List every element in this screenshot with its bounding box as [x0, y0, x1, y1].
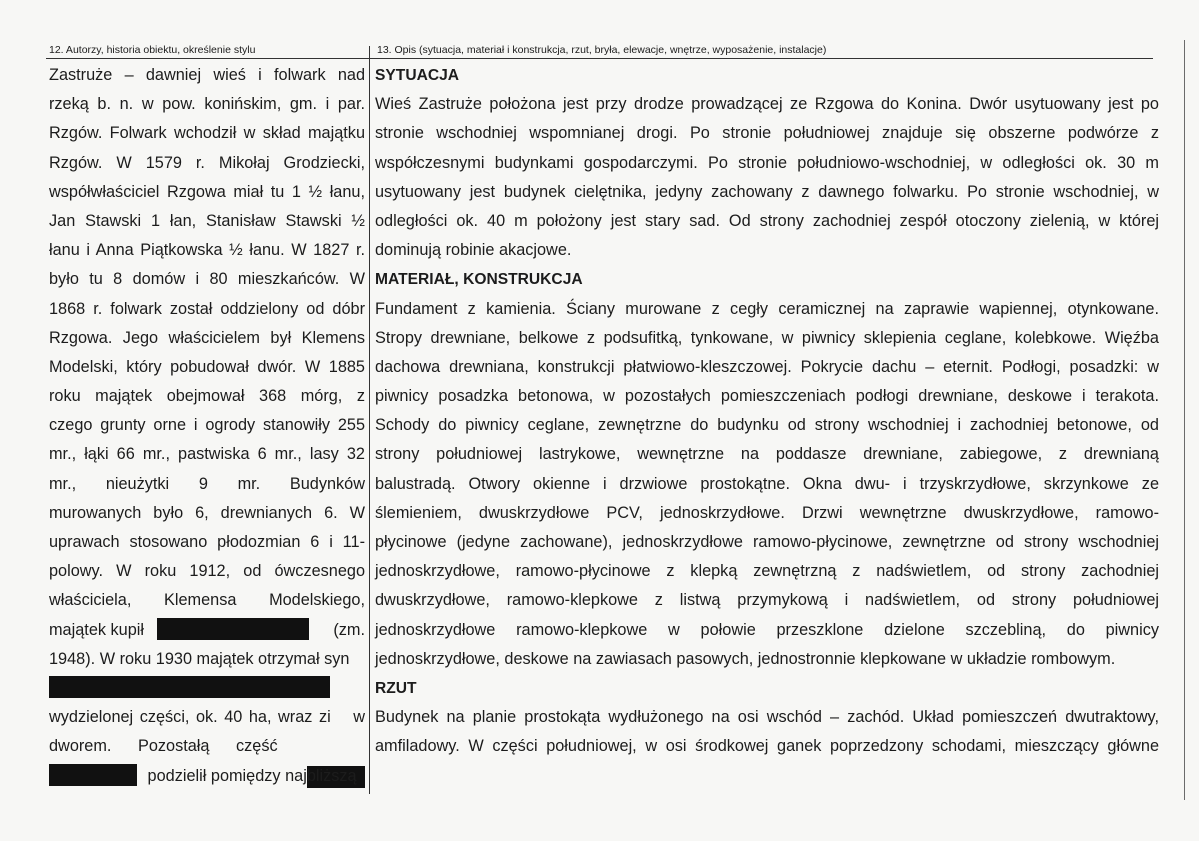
history-line: wydzielonej części, ok. 40 ha, wraz z: [49, 708, 328, 727]
history-line: łanu i Anna Piątkowska ½ łanu. W 1827 r.: [49, 241, 365, 260]
column-divider: [369, 46, 370, 794]
history-line-redacted: [49, 762, 365, 791]
description-line: płycinowe (jedyne zachowane), jednoskrzydłowe ramowo-płycinowe, zewnętrzne od strony wschodniej: [375, 533, 1159, 551]
description-line: balustradą. Otwory okienne i drzwiowe prostokątne. Okna dwu- i trzyskrzydłowe, skrzynkowe ze: [375, 474, 1159, 493]
history-line: było tu 8 domów i 80 mieszkańców. W: [49, 270, 365, 289]
history-line: rzeką b. n. w pow. konińskim, gm. i par.: [49, 95, 365, 114]
page-edge: [1184, 40, 1185, 800]
history-line: 1948). W roku 1930 majątek otrzymał syn: [49, 649, 350, 668]
history-line: uprawach stosowano płodozmian 6 i 11-: [49, 533, 365, 551]
history-text: (zm.: [333, 620, 365, 639]
history-text: dworem. Pozostałą część: [49, 737, 278, 756]
description-line: amfiladowy. W części południowej, w osi środkowej ganek poprzedzony schodami, mieszczący główne: [375, 737, 1159, 756]
history-line: Rzgów. W 1579 r. Mikołaj Grodziecki,: [49, 153, 365, 172]
section-heading-material: MATERIAŁ, KONSTRUKCJA: [375, 271, 583, 289]
section-heading-rzut: RZUT: [375, 679, 417, 697]
history-text: majątek kupił: [49, 620, 145, 639]
description-line: ślemieniem, dwuskrzydłowe PCV, jednoskrzydłowe. Drzwi wewnętrzne dwuskrzydłowe, ramowo-: [375, 503, 1159, 522]
description-line: jednoskrzydłowe, ramowo-płycinowe z klepką zewnętrzną z nadświetlem, od strony zachodniej: [375, 562, 1159, 581]
history-line: murowanych było 6, drewnianych 6. W: [49, 503, 365, 522]
redaction-block: [157, 618, 309, 640]
description-line: dachowa drewniana, konstrukcji płatwiowo-kleszczowej. Pokrycie dachu – eternit. Podłogi, posadzki: w: [375, 357, 1159, 376]
history-line: czego grunty orne i ogrody stanowiły 255: [49, 416, 365, 435]
history-line-redacted: [49, 732, 365, 761]
history-line: Zastruże – dawniej wieś i folwark nad: [49, 66, 365, 84]
history-line: Rzgowa. Jego właścicielem był Klemens: [49, 328, 365, 347]
history-line: polowy. W roku 1912, od ówczesnego: [49, 562, 365, 581]
history-line: mr., nieużytki 9 mr. Budynków: [49, 474, 365, 493]
history-line-redacted: [49, 616, 365, 645]
description-line: stronie wschodniej wspomnianej drogi. Po stronie południowej znajduje się obszerne podwórze z: [375, 124, 1159, 143]
section-12-header: 12. Autorzy, historia obiektu, określenie stylu: [49, 44, 256, 56]
description-line: strony południowej lastrykowe, wewnętrzne na poddasze drewniane, zabiegowe, z drewnianą: [375, 445, 1159, 464]
history-line: Jan Stawski 1 łan, Stanisław Stawski ½: [49, 211, 365, 230]
section-heading-sytuacja: SYTUACJA: [375, 67, 460, 84]
header-rule: [46, 58, 1153, 59]
description-line: piwnicy posadzka betonowa, w pozostałych pomieszczeniach podłogi drewniane, deskowe i terakota.: [375, 387, 1159, 406]
description-line: odległości ok. 40 m położony jest stary sad. Od strony zachodniej zespół otoczony zielenią, w której: [375, 211, 1159, 230]
description-line: jednoskrzydłowe ramowo-klepkowe w połowie przeszklone dzielone szczebliną, do piwnicy: [375, 620, 1159, 639]
description-line: Wieś Zastruże położona jest przy drodze prowadzącej ze Rzgowa do Konina. Dwór usytuowany jest po: [375, 95, 1159, 114]
description-column: [375, 61, 1159, 762]
history-column: [49, 61, 365, 791]
history-line: mr., łąki 66 mr., pastwiska 6 mr., lasy 32: [49, 445, 365, 464]
description-line: usytuowany jest budynek cielętnika, jedyny zachowany z dawnego folwarku. Po stronie wschodniej, w: [375, 182, 1159, 201]
description-line: Schody do piwnicy ceglane, zewnętrzne do budynku od strony wschodniej i zachodniej betonowe, od: [375, 416, 1159, 435]
description-line: dominują robinie akacjowe.: [375, 241, 572, 260]
history-line: Modelski, który pobudował dwór. W 1885: [49, 357, 365, 376]
redaction-block: [49, 676, 330, 698]
redaction-block: [49, 764, 137, 786]
history-line: Rzgów. Folwark wchodził w skład majątku: [49, 124, 365, 143]
history-line: współwłaściciel Rzgowa miał tu 1 ½ łanu,: [49, 182, 365, 201]
section-13-header: 13. Opis (sytuacja, materiał i konstrukcja, rzut, bryła, elewacje, wnętrze, wyposażenie, instalacje): [377, 44, 827, 56]
description-line: Budynek na planie prostokąta wydłużonego na osi wschód – zachód. Układ pomieszczeń dwutraktowy,: [375, 708, 1159, 727]
description-line: jednoskrzydłowe, deskowe na zawiasach pasowych, jednostronnie klepkowane w układzie rombowym.: [375, 649, 1116, 668]
description-line: Fundament z kamienia. Ściany murowane z cegły ceramicznej na zaprawie wapiennej, otynkowane.: [375, 299, 1159, 318]
history-line: 1868 r. folwark został oddzielony od dóbr: [49, 299, 365, 318]
history-line: roku majątek obejmował 368 mórg, z: [49, 387, 365, 406]
history-line: właściciela, Klemensa Modelskiego,: [49, 591, 365, 610]
description-line: Stropy drewniane, belkowe z podsufitką, tynkowane, w piwnicy sklepienia ceglane, kolebkowe. Więźba: [375, 328, 1159, 347]
description-line: współczesnymi budynkami gospodarczymi. Po stronie południowo-wschodniej, w odległości ok. 30 m: [375, 153, 1159, 172]
history-text: podzielił pomiędzy najbliższą: [147, 766, 357, 785]
description-line: dwuskrzydłowe, ramowo-klepkowe z listwą przymykową i nadświetlem, od strony południowej: [375, 591, 1159, 610]
history-text: i w: [327, 708, 365, 727]
